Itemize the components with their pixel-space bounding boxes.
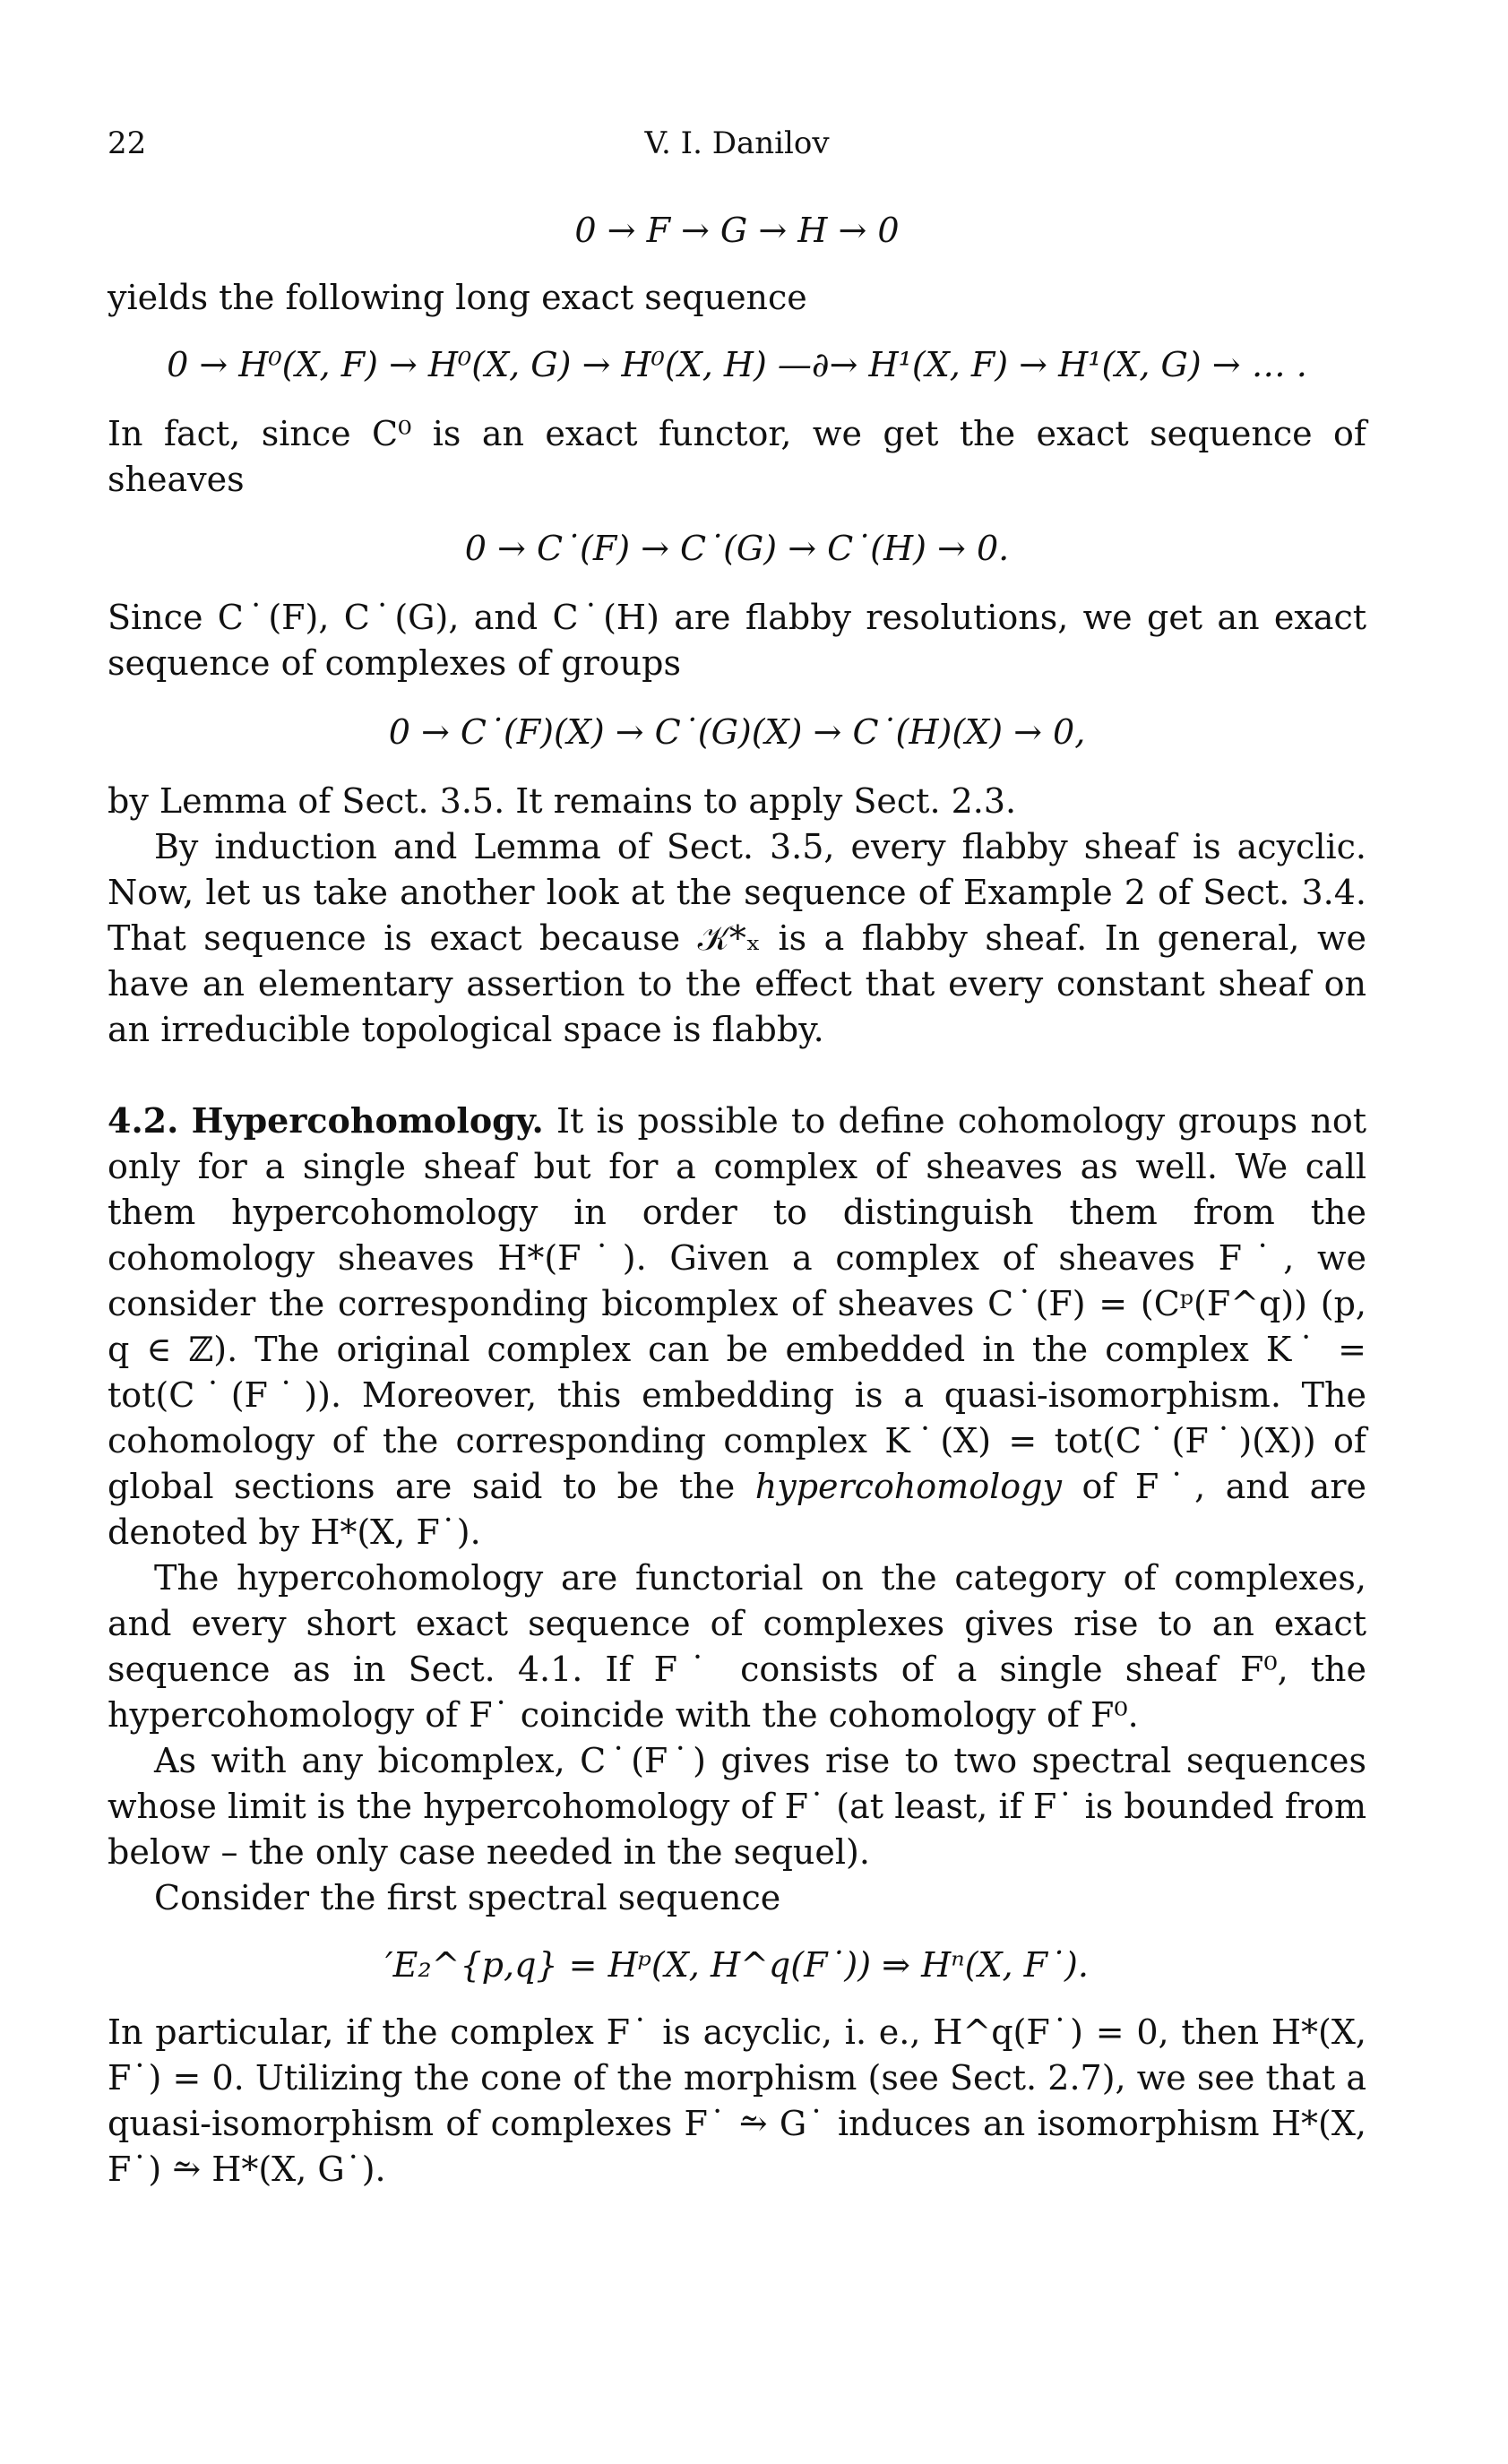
equation-long-exact: 0 → H⁰(X, F) → H⁰(X, G) → H⁰(X, H) —∂→ H¹(X, F) → H¹(X, G) → … . — [167, 345, 1307, 384]
page-header — [108, 125, 1366, 165]
equation-short-exact: 0 → F → G → H → 0 — [574, 211, 900, 250]
section-title: Hypercohomology. — [191, 1100, 544, 1141]
paragraph: yields the following long exact sequence — [108, 278, 807, 317]
section-text-tail: of F˙, and are denoted by H*(X, F˙). — [108, 1467, 1366, 1552]
paragraph: By induction and Lemma of Sect. 3.5, every flabby sheaf is acyclic. Now, let us take another look at the sequence of Example 2 of Sect. 3.4. That sequence is exact because 𝒦*ₓ is a flabby sheaf. In general, we have an elementary assertion to the effect that every constant sheaf on an irreducible topological space is flabby. — [108, 827, 1366, 1049]
emphasis-term: hypercohomology — [754, 1467, 1062, 1506]
equation-spectral: ′E₂^{p,q} = Hᵖ(X, H^q(F˙)) ⇒ Hⁿ(X, F˙). — [385, 1945, 1089, 1985]
equation-groups: 0 → C˙(F)(X) → C˙(G)(X) → C˙(H)(X) → 0, — [388, 712, 1086, 752]
equation-sheaves: 0 → C˙(F) → C˙(G) → C˙(H) → 0. — [464, 529, 1010, 568]
section-4-2 — [108, 1098, 1366, 1555]
paragraph: by Lemma of Sect. 3.5. It remains to apply Sect. 2.3. — [108, 781, 1017, 821]
paragraph: The hypercohomology are functorial on the category of complexes, and every short exact sequence of complexes gives rise to an exact sequence as in Sect. 4.1. If F˙ consists of a single sheaf F⁰, the hypercohomology of F˙ coincide with the cohomology of F⁰. — [108, 1558, 1366, 1735]
page-number: 22 — [108, 125, 147, 161]
paragraph: In particular, if the complex F˙ is acyclic, i. e., H^q(F˙) = 0, then H*(X, F˙) = 0. Utilizing the cone of the morphism (see Sect. 2.7), we see that a quasi-isomorphism of complexes F˙ ⥲ G˙ induces an isomorphism H*(X, F˙) ⥲ H*(X, G˙). — [108, 2012, 1366, 2189]
section-number: 4.2. — [108, 1100, 179, 1141]
paragraph: Consider the first spectral sequence — [154, 1878, 781, 1917]
running-head: V. I. Danilov — [644, 125, 830, 161]
text-block-1 — [108, 208, 1366, 2193]
paragraph: Since C˙(F), C˙(G), and C˙(H) are flabby resolutions, we get an exact sequence of complexes of groups — [108, 598, 1366, 683]
section-text: It is possible to define cohomology groups not only for a single sheaf but for a complex of sheaves as well. We call them hypercohomology in order to distinguish them from the cohomology sheaves H*(F˙). Given a complex of sheaves F˙, we consider the corresponding bicomplex of sheaves C˙(F) = (Cᵖ(F^q)) (p, q ∈ ℤ). The original complex can be embedded in the complex K˙ = tot(C˙(F˙)). Moreover, this embedding is a quasi-isomorphism. The cohomology of the corresponding complex K˙(X) = tot(C˙(F˙)(X)) of global sections are said to be the — [108, 1101, 1366, 1506]
paragraph: As with any bicomplex, C˙(F˙) gives rise to two spectral sequences whose limit is the hypercohomology of F˙ (at least, if F˙ is bounded from below – the only case needed in the sequel). — [108, 1741, 1366, 1872]
paragraph: In fact, since C⁰ is an exact functor, we get the exact sequence of sheaves — [108, 414, 1366, 499]
